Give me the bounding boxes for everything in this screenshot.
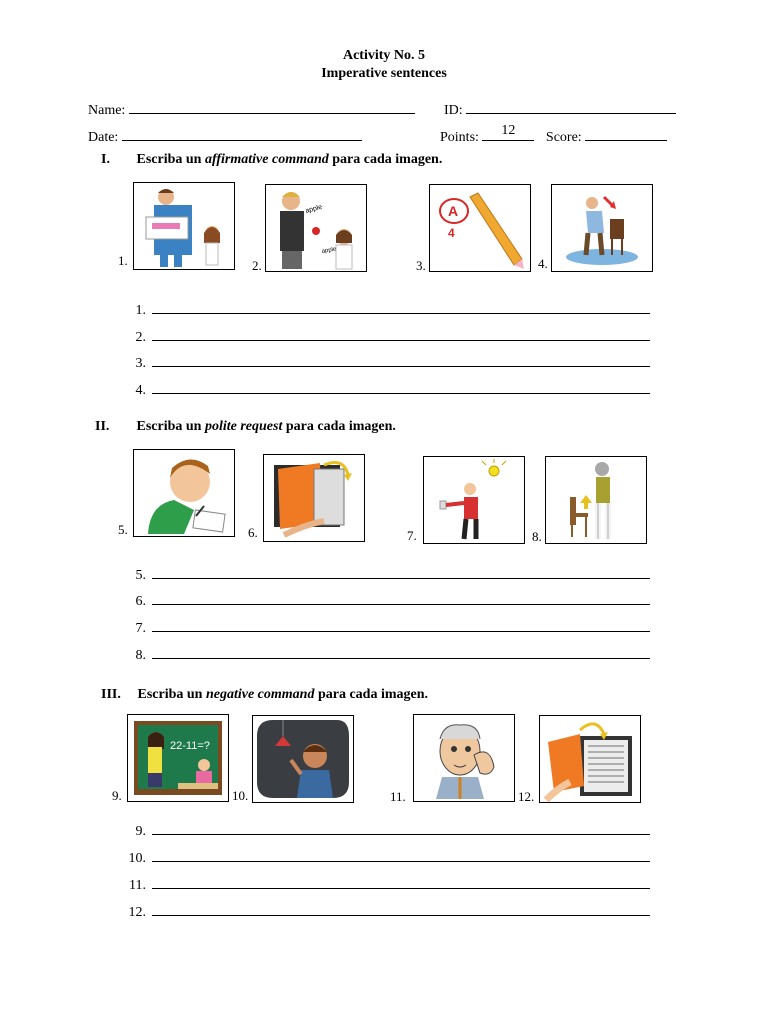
teacher-showing-chart-illustration <box>134 183 234 269</box>
image-label-7: 7. <box>407 528 417 543</box>
activity-subtitle: Imperative sentences <box>321 66 447 81</box>
answer-row-6: 6. <box>124 591 650 610</box>
answer-row-2: 2. <box>124 327 650 346</box>
image-10-boy-under-lamp <box>252 715 354 803</box>
activity-title: Activity No. 5 <box>342 48 426 63</box>
id-label: ID: <box>444 103 463 118</box>
man-next-to-chair-illustration <box>546 457 646 543</box>
closing-book-illustration <box>540 716 640 802</box>
date-label: Date: <box>88 130 119 145</box>
man-sitting-down-illustration <box>552 185 652 271</box>
apple-label-2: apple <box>321 246 337 255</box>
points-input-line[interactable] <box>482 123 534 141</box>
image-label-10: 10. <box>232 788 249 803</box>
score-label: Score: <box>545 130 582 145</box>
apple-label-1: apple <box>304 203 324 215</box>
image-label-8: 8. <box>532 529 542 544</box>
answer-row-7: 7. <box>124 618 650 637</box>
answer-row-3: 3. <box>124 353 650 372</box>
image-label-5: 5. <box>118 522 128 537</box>
grade-number: 4 <box>448 226 455 240</box>
answer-row-10: 10. <box>124 848 650 867</box>
image-label-2: 2. <box>252 258 262 273</box>
image-8-man-next-to-chair <box>545 456 647 544</box>
open-book-illustration <box>264 455 364 541</box>
name-field <box>88 99 415 119</box>
image-label-9: 9. <box>112 788 122 803</box>
date-input-line[interactable] <box>122 126 362 141</box>
image-9-teacher-at-board <box>127 714 229 802</box>
section-1-heading: I. Escriba un affirmative command para cada imagen. <box>101 152 443 167</box>
answer-line-6[interactable] <box>152 591 650 605</box>
score-input-line[interactable] <box>585 126 667 141</box>
points-label: Points: <box>440 130 479 145</box>
points-field <box>440 123 667 146</box>
answer-row-1: 1. <box>124 300 650 319</box>
section-2-heading: II. Escriba un polite request para cada imagen. <box>95 419 396 434</box>
id-field <box>444 99 676 119</box>
answer-row-4: 4. <box>124 380 650 399</box>
points-value: 12 <box>501 123 516 138</box>
answer-line-3[interactable] <box>152 353 650 367</box>
section-3-heading: III. Escriba un negative command para cada imagen. <box>101 687 429 702</box>
answer-row-9: 9. <box>124 821 650 840</box>
image-label-4: 4. <box>538 256 548 271</box>
image-4-man-sitting-down <box>551 184 653 272</box>
answer-line-12[interactable] <box>152 902 650 916</box>
image-label-11: 11. <box>390 789 406 804</box>
image-label-3: 3. <box>416 258 426 273</box>
answer-row-5: 5. <box>124 565 650 584</box>
image-2-man-giving-apple <box>265 184 367 272</box>
answer-line-1[interactable] <box>152 300 650 314</box>
answer-line-9[interactable] <box>152 821 650 835</box>
image-7-man-turning-on-light <box>423 456 525 544</box>
image-12-closing-book <box>539 715 641 803</box>
image-11-old-man-listening <box>413 714 515 802</box>
image-3-pencil-grade <box>429 184 531 272</box>
image-1-teacher-showing-chart <box>133 182 235 270</box>
answer-line-8[interactable] <box>152 645 650 659</box>
man-giving-apple-illustration <box>266 185 366 271</box>
answer-line-5[interactable] <box>152 565 650 579</box>
boy-under-lamp-illustration <box>253 716 353 802</box>
teacher-at-board-illustration <box>128 715 228 801</box>
id-input-line[interactable] <box>466 99 676 114</box>
answer-line-7[interactable] <box>152 618 650 632</box>
image-5-boy-writing <box>133 449 235 537</box>
image-label-6: 6. <box>248 525 258 540</box>
answer-row-8: 8. <box>124 645 650 664</box>
image-label-1: 1. <box>118 253 128 268</box>
pencil-grade-illustration <box>430 185 530 271</box>
name-label: Name: <box>88 103 126 118</box>
grade-letter: A <box>448 203 459 219</box>
image-6-open-book-turning-page <box>263 454 365 542</box>
answer-line-10[interactable] <box>152 848 650 862</box>
answer-row-11: 11. <box>124 875 650 894</box>
answer-line-11[interactable] <box>152 875 650 889</box>
answer-line-4[interactable] <box>152 380 650 394</box>
answer-row-12: 12. <box>124 902 650 921</box>
answer-line-2[interactable] <box>152 327 650 341</box>
name-input-line[interactable] <box>129 99 415 114</box>
boy-writing-illustration <box>134 450 234 536</box>
image-label-12: 12. <box>518 789 535 804</box>
old-man-listening-illustration <box>414 715 514 801</box>
date-field <box>88 126 362 146</box>
man-turning-on-light-illustration <box>424 457 524 543</box>
math-problem-text: 22-11=? <box>170 740 210 752</box>
